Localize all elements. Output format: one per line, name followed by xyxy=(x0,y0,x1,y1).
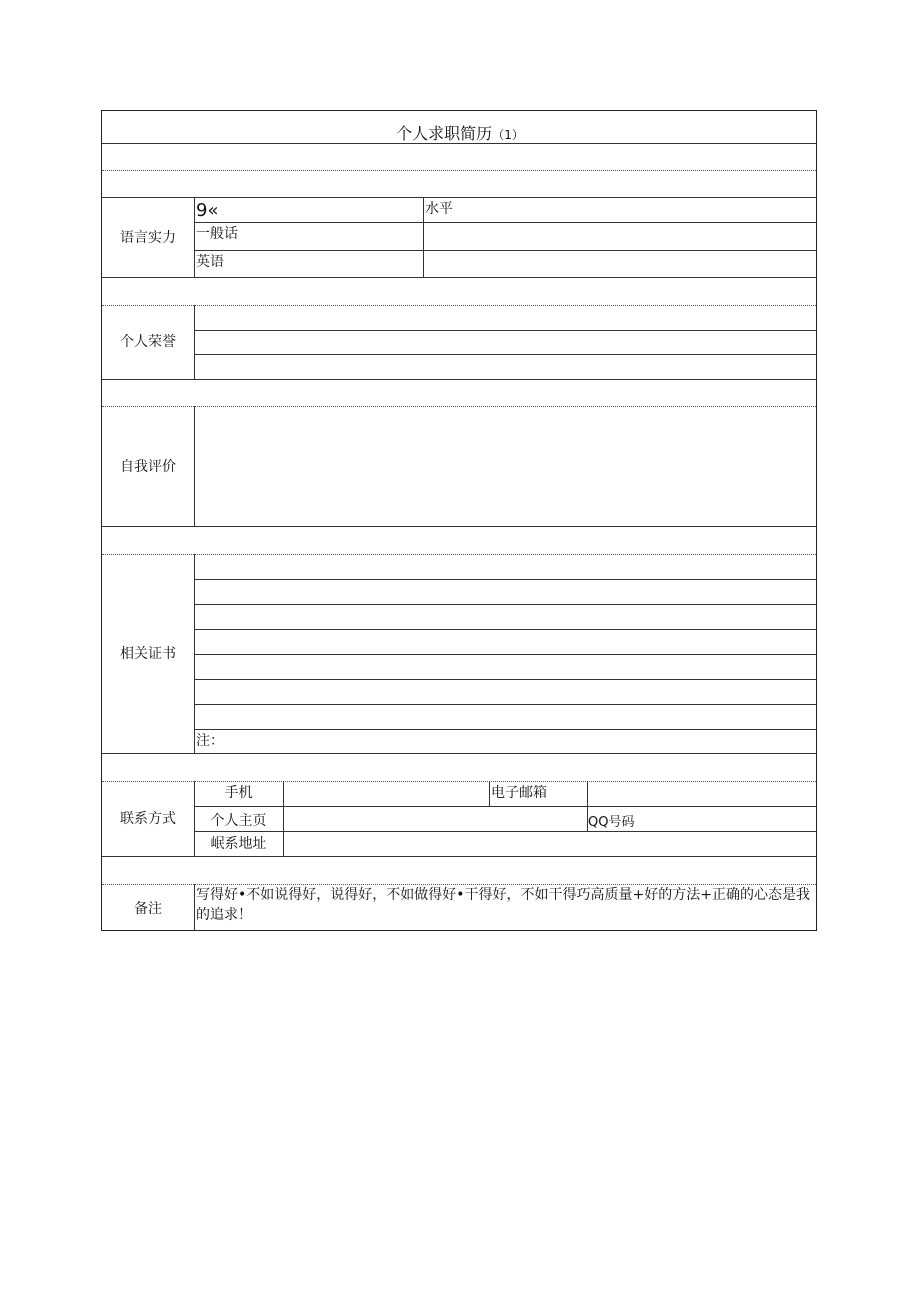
col-divider xyxy=(423,197,424,277)
honors-label: 个人荣誉 xyxy=(120,334,176,350)
row-divider xyxy=(194,704,816,705)
contact-homepage-label: 个人主页 xyxy=(210,813,267,829)
row-divider xyxy=(102,526,816,527)
row-divider xyxy=(102,170,816,171)
row-divider xyxy=(194,729,816,730)
remarks-label: 备注 xyxy=(134,901,162,917)
row-divider xyxy=(194,629,816,630)
title-main: 个人求职简历 xyxy=(396,124,493,143)
contact-email-label: 电子邮箱 xyxy=(491,785,547,801)
row-divider xyxy=(102,781,816,782)
col-divider xyxy=(194,305,195,379)
row-divider xyxy=(102,379,816,380)
certs-label: 相关证书 xyxy=(120,646,176,662)
row-divider xyxy=(194,222,816,223)
col-divider xyxy=(194,197,195,277)
row-divider xyxy=(194,604,816,605)
contact-address-label: 岷系地址 xyxy=(210,836,267,852)
row-divider xyxy=(102,753,816,754)
contact-qq-label: QQ号码 xyxy=(588,815,635,830)
row-divider xyxy=(102,406,816,407)
contact-phone-label: 手机 xyxy=(224,785,253,801)
row-divider xyxy=(102,143,816,144)
row-divider xyxy=(102,554,816,555)
certs-note-label: 注： xyxy=(196,733,224,749)
title-number: （1） xyxy=(492,128,524,142)
resume-form xyxy=(101,110,817,931)
language-row-english: 英语 xyxy=(196,254,224,270)
col-divider xyxy=(283,781,284,856)
language-label: 语言实力 xyxy=(120,230,176,246)
row-divider xyxy=(194,654,816,655)
row-divider xyxy=(194,806,816,807)
col-divider xyxy=(194,884,195,931)
row-divider xyxy=(194,250,816,251)
language-header-left: 9« xyxy=(196,200,219,221)
row-divider xyxy=(194,831,816,832)
row-divider xyxy=(102,197,816,198)
row-divider xyxy=(194,579,816,580)
row-divider xyxy=(194,354,816,355)
row-divider xyxy=(102,277,816,278)
col-divider xyxy=(489,781,490,806)
row-divider xyxy=(102,305,816,306)
col-divider xyxy=(194,406,195,526)
language-header-right: 水平 xyxy=(425,201,453,217)
row-divider xyxy=(194,330,816,331)
self-eval-label: 自我评价 xyxy=(120,459,176,475)
row-divider xyxy=(194,679,816,680)
language-row-mandarin: 一般话 xyxy=(196,226,238,242)
row-divider xyxy=(102,856,816,857)
page-title xyxy=(102,121,818,144)
contact-label: 联系方式 xyxy=(120,811,176,827)
remarks-text: 写得好•不如说得好，说得好，不如做得好•干得好，不如干得巧高质量+好的方法+正确的心态是我的追求！ xyxy=(196,887,810,923)
